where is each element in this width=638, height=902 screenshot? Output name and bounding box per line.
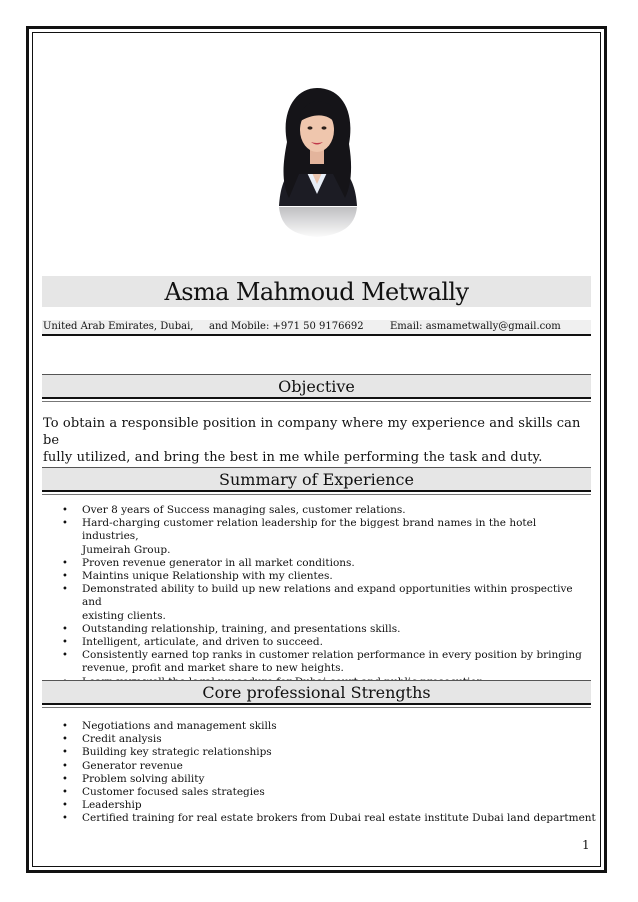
list-item: • Generator revenue xyxy=(62,760,597,773)
objective-text xyxy=(43,415,583,466)
section-divider xyxy=(42,703,591,705)
objective-line: To obtain a responsible position in company where my experience and skills can be xyxy=(43,416,581,448)
summary-list xyxy=(62,504,592,689)
list-item: • Certified training for real estate brokers from Dubai real estate institute Dubai land department xyxy=(62,812,597,825)
contact-line xyxy=(42,320,591,334)
profile-photo-reflection xyxy=(259,207,375,239)
list-item-text: Outstanding relationship, training, and presentations skills. xyxy=(82,622,401,635)
section-divider-thin xyxy=(42,494,591,495)
list-item-text: Hard-charging customer relation leadership for the biggest brand names in the hotel industries, xyxy=(82,517,537,543)
profile-photo xyxy=(259,82,375,206)
list-item xyxy=(62,623,592,636)
list-item: • Negotiations and management skills xyxy=(62,720,597,733)
list-item: • Building key strategic relationships xyxy=(62,746,597,759)
list-item-text: Over 8 years of Success managing sales, customer relations. xyxy=(82,504,406,516)
section-divider xyxy=(42,397,591,399)
list-item xyxy=(62,504,592,517)
list-item-text: Proven revenue generator in all market conditions. xyxy=(82,556,355,569)
list-item xyxy=(62,570,592,583)
list-item xyxy=(62,649,592,675)
list-item xyxy=(62,517,592,557)
list-item-text: existing clients. xyxy=(82,609,166,622)
contact-location: United Arab Emirates, Dubai, xyxy=(43,321,194,332)
section-divider xyxy=(42,490,591,492)
contact-divider xyxy=(42,334,591,336)
section-heading-strengths: Core professional Strengths xyxy=(42,680,591,703)
list-item xyxy=(62,636,592,649)
candidate-name: Asma Mahmoud Metwally xyxy=(42,276,591,307)
section-divider-thin xyxy=(42,401,591,402)
page-number: 1 xyxy=(582,838,590,852)
list-item-text: Jumeirah Group. xyxy=(82,543,171,556)
section-heading-summary: Summary of Experience xyxy=(42,467,591,490)
list-item: • Leadership xyxy=(62,799,597,812)
list-item-text: revenue, profit and market share to new heights. xyxy=(82,662,344,675)
contact-email: Email: asmametwally@gmail.com xyxy=(390,321,561,332)
list-item: • Customer focused sales strategies xyxy=(62,786,597,799)
list-item: • Problem solving ability xyxy=(62,773,597,786)
list-item: • Credit analysis xyxy=(62,733,597,746)
section-heading-objective: Objective xyxy=(42,374,591,397)
objective-line: fully utilized, and bring the best in me while performing the task and duty. xyxy=(43,450,543,465)
contact-mobile: and Mobile: +971 50 9176692 xyxy=(209,321,364,332)
strengths-list xyxy=(62,720,597,826)
list-item xyxy=(62,583,592,623)
list-item-text: Intelligent, articulate, and driven to succeed. xyxy=(82,636,323,649)
section-divider-thin xyxy=(42,707,591,708)
list-item-text: Consistently earned top ranks in customer relation performance in every position by bringing xyxy=(82,649,582,662)
list-item-text: Demonstrated ability to build up new relations and expand opportunities within prospective and xyxy=(82,583,573,609)
list-item xyxy=(62,557,592,570)
list-item-text: Maintins unique Relationship with my clientes. xyxy=(82,570,333,583)
